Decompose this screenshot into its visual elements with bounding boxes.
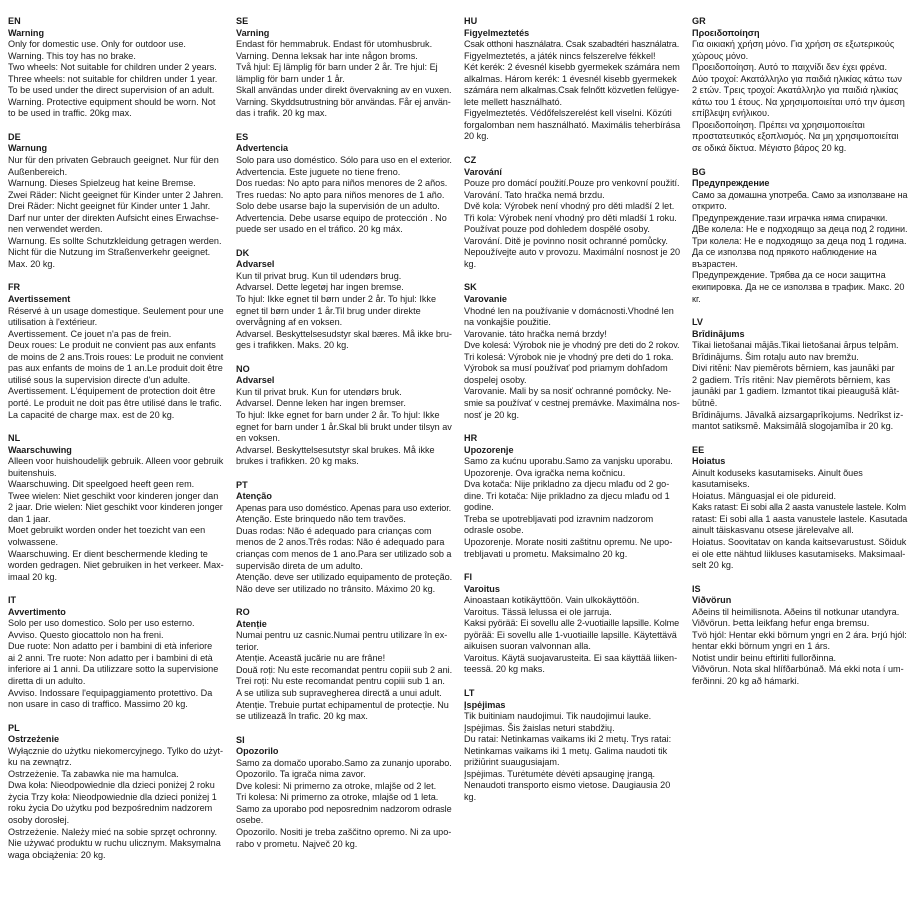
language-code: FI	[464, 572, 473, 583]
language-code: BG	[692, 166, 706, 177]
language-section-pl	[8, 723, 224, 862]
language-section-si	[236, 735, 452, 850]
warning-text-line: kg.	[464, 791, 477, 802]
warning-text-line: To be used under the direct supervision of an adult.	[8, 85, 215, 96]
warning-text-line: χώρους μόνο.	[692, 50, 749, 61]
warning-text-line: Drei Räder: Nicht geeignet für Kinder unter 1 Jahr.	[8, 201, 211, 212]
language-code: DE	[8, 131, 21, 142]
warning-text-line: Duas rodas: Não é adequado para crianças com	[236, 525, 432, 536]
warning-text-line: Waarschuwing. Er dient beschermende kleding te	[8, 548, 208, 559]
language-code: CZ	[464, 155, 477, 166]
warning-text-line: Dwa koła: Nieodpowiednie dla dzieci poniżej 2 roku	[8, 780, 215, 791]
warning-text-line: overvågning af en voksen.	[236, 317, 343, 328]
language-section-es	[236, 132, 452, 236]
warning-text-line: Alleen voor huishoudelijk gebruik. Alleen voor gebruik	[8, 456, 224, 467]
warning-text-line: Moet gebruikt worden onder het toezicht van een	[8, 525, 206, 536]
warning-text-line: Warnung. Es sollte Schutzkleidung getragen werden.	[8, 235, 222, 246]
warning-text-line: Varovanie. táto hračka nemá brzdy!	[464, 328, 607, 339]
warning-heading: Opozorilo	[236, 746, 279, 757]
language-code: LV	[692, 317, 703, 328]
language-code: EE	[692, 444, 705, 455]
warning-text-line: Προειδοποίηση. Πρέπει να χρησιμοποιείται	[692, 119, 865, 130]
warning-text-line: Upozorenje. Ova igračka nema kočnicu.	[464, 467, 626, 478]
warning-text-line: 2 ετών. Τρεις τροχοί: Ακατάλληλο για παιδιά ηλικίας	[692, 85, 899, 96]
warning-text-line: en voksen.	[236, 433, 280, 444]
warning-heading: Upozorenje	[464, 444, 514, 455]
warning-text-line: προστατευτικός εξοπλισμός. Να μη χρησιμοποιείται	[692, 131, 899, 142]
warning-text-line: Viðvörun. Nota skal hlífðarbúnað. Má ekki nota í um-	[692, 664, 904, 675]
warning-text-line: volwassene.	[8, 536, 59, 547]
warning-text-line: terior.	[236, 641, 259, 652]
warning-text-line: To hjul: Ikke egnet til børn under 2 år. To hjul: Ikke	[236, 294, 437, 305]
warning-text-line: Hoiatus. Mänguasjal ei ole pidureid.	[692, 490, 837, 501]
warning-text-line: życia Trzy koła: Nieodpowiednie dla dzieci poniżej 1	[8, 791, 217, 802]
warning-text-line: pyörää: Ei sovellu alle 1-vuotiaille lapsille. Käytettävä	[464, 629, 677, 640]
warning-heading: Hoiatus	[692, 456, 726, 467]
warning-text-line: Pouze pro domácí použití.Pouze pro venkovní použití.	[464, 178, 680, 189]
warning-text-line: Δύο τροχοί: Ακατάλληλο για παιδιά ηλικίας κάτω των	[692, 73, 902, 84]
warning-text-line: forgalomban nem használható. Maximális teherbírása	[464, 119, 681, 130]
warning-heading: Advarsel	[236, 259, 275, 270]
warning-text-line: Varování. Tato hračka nemá brzdu.	[464, 189, 605, 200]
warning-text-line: ges i trafikken. Maks. 20 kg.	[236, 340, 349, 351]
warning-text-line: открито.	[692, 201, 727, 212]
warning-text-line: Avertissement. Ce jouet n'a pas de frein.	[8, 328, 172, 339]
warning-text-line: Само за домашна употреба. Само за използване на	[692, 189, 908, 200]
warning-text-line: Warning. This toy has no brake.	[8, 50, 136, 61]
warning-text-line: smie sa používať v cestnej premávke. Maximálna nos-	[464, 397, 680, 408]
warning-text-line: Dva kotača: Nije prikladno za djecu mlađu od 2 go-	[464, 479, 670, 490]
warning-text-line: das i trafik. 20 kg max.	[236, 108, 327, 119]
warning-text-line: Nenaudoti transporto eismo vietose. Daugiausia 20	[464, 780, 671, 791]
language-section-de	[8, 132, 224, 271]
warning-text-line: Tik buitiniam naudojimui. Tik naudojimui lauke.	[464, 711, 652, 722]
language-section-ro	[236, 607, 452, 722]
language-code: FR	[8, 282, 21, 293]
warning-text-line: aikuisen suoran valvonnan alla.	[464, 641, 591, 652]
warning-text-line: ku na zewnątrz.	[8, 757, 72, 768]
language-code: SE	[236, 16, 249, 26]
language-section-lt	[464, 688, 680, 803]
warning-heading: Advertencia	[236, 143, 289, 154]
warning-text-line: ДВе колела: Не е подходящо за деца под 2 години.	[692, 224, 908, 235]
warning-heading: Varoitus	[464, 583, 500, 594]
warning-text-line: Atenție. Trebuie purtat echipamentul de protecție. Nu	[236, 699, 449, 710]
warning-text-line: Upozorenje. Morate nositi zaštitnu opremu. Ne upo-	[464, 536, 673, 547]
language-section-dk	[236, 248, 452, 352]
warning-text-line: teessä. 20 kg maks.	[464, 664, 545, 675]
warning-heading: Προειδοποίηση	[692, 27, 760, 38]
warning-heading: Varování	[464, 166, 502, 177]
column-2	[236, 16, 452, 862]
warning-text-line: Dos ruedas: No apto para niños menores de 2 años.	[236, 178, 448, 189]
warning-text-line: kg.	[464, 258, 477, 269]
warning-text-line: Két kerék: 2 évesnél kisebb gyermekek számára nem	[464, 62, 680, 73]
warning-text-line: Kun til privat bruk. Kun for utendørs bruk.	[236, 386, 402, 397]
warning-text-line: Aðeins til heimilisnota. Aðeins til notkunar utandyra.	[692, 606, 900, 617]
warning-text-line: Kun til privat brug. Kun til udendørs brug.	[236, 270, 402, 281]
warning-text-line: Trei roți: Nu este recomandat pentru copiii sub 1 an.	[236, 676, 445, 687]
warning-heading: Предупреждение	[692, 178, 770, 189]
warning-text-line: Tri kolesa: Ni primerno za otroke, mlajše od 1 leta.	[236, 792, 439, 803]
warning-text-line: Avviso. Questo giocattolo non ha freni.	[8, 629, 164, 640]
warning-text-line: Csak otthoni használatra. Csak szabadtéri használatra.	[464, 39, 680, 50]
warning-text-line: 20 kg.	[464, 131, 489, 142]
language-section-is	[692, 584, 908, 688]
warning-text-line: dan 1 jaar.	[8, 513, 51, 524]
language-section-cz	[464, 155, 680, 270]
warning-heading: Brīdinājums	[692, 328, 745, 339]
language-code: PL	[8, 722, 20, 733]
warning-text-line: Įspėjimas. Turėtumėte dėvėti apsauginę įrangą.	[464, 768, 656, 779]
warning-text-line: lete mellett használható.	[464, 96, 563, 107]
warning-text-line: Nicht für die Nutzung im Straßenverkehr geeignet.	[8, 247, 211, 258]
warning-text-line: utilisation à l'extérieur.	[8, 317, 98, 328]
language-section-hr	[464, 433, 680, 560]
warning-text-line: Não deve ser utilizado no trânsito. Máximo 20 kg.	[236, 583, 436, 594]
warning-text-line: Treba se upotrebljavati pod izravnim nadzorom	[464, 513, 654, 524]
warning-text-line: Nepoužívejte auto v provozu. Maximální nosnost je 20	[464, 247, 680, 258]
warning-text-line: Tři kola: Výrobek není vhodný pro děti mladší 1 roku.	[464, 212, 677, 223]
warning-text-line: Ostrzeżenie. Należy mieć na sobie sprzęt ochronny.	[8, 826, 218, 837]
warning-text-line: inferiore ai 1 anni. Da utilizzare sotto la supervisione	[8, 664, 219, 675]
warning-text-line: Divi ritēni: Nav piemērots bērniem, kas jaunāki par	[692, 363, 895, 374]
warning-text-line: pas aux enfants de moins de 1 an.Le produit doit être	[8, 363, 223, 374]
language-code: EN	[8, 16, 21, 26]
warning-heading: Warning	[8, 27, 45, 38]
warning-text-line: Three wheels: not suitable for children under 1 year.	[8, 73, 218, 84]
language-section-nl	[8, 433, 224, 583]
warning-text-line: Tres ruedas: No apto para niños menores de 1 año.	[236, 189, 445, 200]
warning-text-line: ratast: Ei sobi alla 1 aasta vanustele lastele. Kasutada	[692, 513, 908, 524]
warning-text-line: Varoitus. Tässä lelussa ei ole jarruja.	[464, 606, 612, 617]
warning-text-line: Numai pentru uz casnic.Numai pentru utilizare în ex-	[236, 630, 448, 641]
warning-text-line: Да се използва под прякото наблюдение на	[692, 247, 877, 258]
warning-text-line: Предупреждение.тази играчка няма спирачки.	[692, 212, 888, 223]
warning-text-line: Twee wielen: Niet geschikt voor kinderen jonger dan	[8, 490, 219, 501]
warning-text-line: възрастен.	[692, 258, 738, 269]
warning-text-line: számára nem alkalmas.Csak felnőtt közvetlen felügye-	[464, 85, 680, 96]
language-section-pt	[236, 480, 452, 595]
language-code: SI	[236, 734, 245, 745]
warning-text-line: būtnē.	[692, 397, 718, 408]
warning-text-line: κάτω του 1 έτους. Να χρησιμοποιείται υπό την άμεση	[692, 96, 905, 107]
warning-text-line: roku życia Do użytku pod bezpośrednim nadzorem	[8, 803, 213, 814]
warning-text-line: 2 jaar. Drie wielen: Niet geschikt voor kinderen jonger	[8, 502, 223, 513]
language-code: HR	[464, 433, 478, 444]
warning-text-line: dospelej osoby.	[464, 374, 527, 385]
warning-text-line: Tvö hjól: Hentar ekki börnum yngri en 2 ára. Þrjú hjól:	[692, 629, 907, 640]
warning-text-line: prižiūrint suaugusiajam.	[464, 757, 560, 768]
warning-text-line: Opozorilo. Ta igrača nima zavor.	[236, 769, 366, 780]
language-code: SK	[464, 282, 477, 293]
warning-text-line: Dve kolesi: Ni primerno za otroke, mlajše od 2 let.	[236, 780, 437, 791]
warning-text-line: Advarsel. Beskyttelsesutstyr skal brukes. Må ikke	[236, 444, 435, 455]
warning-text-line: Du ratai: Netinkamas vaikams iki 2 metų. Trys ratai:	[464, 734, 672, 745]
warning-text-line: Samo za uporabo pod neposrednim nadzorom odrasle	[236, 803, 452, 814]
warning-text-line: Įspėjimas. Šis žaislas neturi stabdžių.	[464, 722, 615, 733]
warning-text-line: 2 gadiem. Trīs ritēni: Nav piemērots bērniem, kas	[692, 374, 891, 385]
warning-text-line: trebljavati u prometu. Maksimalno 20 kg.	[464, 548, 628, 559]
warning-text-line: Brīdinājums. Šim rotaļu auto nav bremžu.	[692, 351, 859, 362]
warning-heading: Viðvörun	[692, 595, 732, 606]
warning-text-line: Réservé à un usage domestique. Seulement pour une	[8, 305, 224, 316]
warning-text-line: Advarsel. Denne leken har ingen bremser.	[236, 398, 406, 409]
language-code: GR	[692, 16, 706, 26]
warning-text-line: Предупреждение. Трябва да се носи защитна	[692, 270, 886, 281]
warning-text-line: ai 2 anni. Tre ruote: Non adatto per i bambini di età	[8, 652, 213, 663]
warning-text-line: Atenção. deve ser utilizado equipamento de proteção.	[236, 572, 453, 583]
warning-text-line: worden gedragen. Niet gebruiken in het verkeer. Max-	[8, 560, 224, 571]
warning-text-line: osebe.	[236, 815, 264, 826]
warning-text-line: Samo za kućnu uporabu.Samo za vanjsku uporabu.	[464, 456, 673, 467]
warning-text-line: dine. Tri kotača: Nije prikladno za djecu mlađu od 1	[464, 490, 670, 501]
warning-text-line: Solo per uso domestico. Solo per uso esterno.	[8, 618, 195, 629]
warning-text-line: mantot satiksmē. Maksimālā slogojamība ir 20 kg.	[692, 421, 894, 432]
warning-text-line: Advertencia. Debe usarse equipo de protección . No	[236, 212, 447, 223]
language-section-gr	[692, 16, 908, 155]
warning-text-line: Figyelmeztetés, a játék nincs felszerelve fékkel!	[464, 50, 656, 61]
warning-heading: Ostrzeżenie	[8, 734, 60, 745]
warning-text-line: Zwei Räder: Nicht geeignet für Kinder unter 2 Jahren.	[8, 189, 224, 200]
warning-text-line: jaunāki par 1 gadiem. Izmantot tikai pieaugušā klāt-	[692, 386, 900, 397]
warning-heading: Figyelmeztetés	[464, 27, 530, 38]
warning-text-line: Max. 20 kg.	[8, 258, 56, 269]
warning-text-line: Varning. Skyddsutrustning bör användas. Får ej använ-	[236, 96, 451, 107]
warning-text-line: Avertissement. L'équipement de protection doit être	[8, 386, 216, 397]
warning-text-line: osoby dorosłej.	[8, 815, 70, 825]
warning-text-line: Vhodné len na používanie v domácnosti.Vhodné len	[464, 305, 674, 316]
language-code: DK	[236, 247, 250, 258]
warning-text-line: Opozorilo. Nositi je treba zaščitno opremo. Ni za upo-	[236, 827, 452, 837]
warning-text-line: Ainoastaan kotikäyttöön. Vain ulkokäyttöön.	[464, 595, 640, 606]
warning-text-line: ei ole ette nähtud liikluses kasutamiseks. Maksimaal-	[692, 548, 906, 559]
warning-text-line: Kaksi pyörää: Ei sovellu alle 2-vuotiaille lapsille. Kolme	[464, 618, 680, 629]
language-section-se	[236, 16, 452, 120]
warning-text-line: utilisé sous la supervision directe d'un adulte.	[8, 374, 191, 385]
warning-text-line: selt 20 kg.	[692, 560, 734, 571]
warning-text-line: imaal 20 kg.	[8, 571, 58, 582]
warning-text-line: alkalmas. Három kerék: 1 évesnél kisebb gyermekek	[464, 73, 677, 84]
warning-text-line: de moins de 2 ans.Trois roues: Le produit ne convient	[8, 351, 224, 362]
warning-text-line: lämplig för barn under 1 år.	[236, 73, 345, 84]
column-3	[464, 16, 680, 815]
language-section-no	[236, 364, 452, 468]
language-section-hu	[464, 16, 680, 143]
column-4	[692, 16, 908, 700]
warning-heading: Atenție	[236, 618, 267, 629]
warning-text-line: Due ruote: Non adatto per i bambini di età inferiore	[8, 641, 213, 652]
warning-text-line: menos de 2 anos.Três rodas: Não é adequado para	[236, 537, 445, 548]
warning-text-line: Warning. Protective equipment should be worn. Not	[8, 96, 216, 107]
warning-text-line: Apenas para uso doméstico. Apenas para uso exterior.	[236, 502, 452, 513]
warning-text-line: Ainult koduseks kasutamiseks. Ainult õues	[692, 467, 863, 478]
warning-text-line: Darf nur unter der direkten Aufsicht eines Erwachse-	[8, 212, 219, 223]
warning-text-line: Výrobok sa musí používať pod priamym dohľadom	[464, 363, 668, 374]
warning-text-line: Netinkamas vaikams iki 1 metų. Galima naudoti tik	[464, 745, 668, 756]
warning-text-line: Atenção. Este brinquedo não tem travões.	[236, 514, 406, 525]
language-section-bg	[692, 167, 908, 306]
warning-text-line: Två hjul: Ej lämplig för barn under 2 år. Tre hjul: Ej	[236, 62, 438, 73]
warning-text-line: puede ser usado en el tráfico. 20 kg máx.	[236, 224, 403, 235]
warning-text-line: Kaks ratast: Ei sobi alla 2 aasta vanustele lastele. Kolm	[692, 502, 906, 513]
warning-text-line: Три колела: Не е подходящо за деца под 1 година.	[692, 235, 907, 246]
warning-text-line: Nur für den privaten Gebrauch geeignet. Nur für den	[8, 155, 219, 166]
warning-text-line: Advarsel. Dette legetøj har ingen bremse.	[236, 282, 404, 293]
column-1	[8, 16, 224, 873]
warning-text-line: Για οικιακή χρήση μόνο. Για χρήση σε εξωτερικούς	[692, 39, 895, 50]
warning-heading: Įspėjimas	[464, 699, 506, 710]
warning-text-line: Atenție. Această jucărie nu are frâne!	[236, 653, 386, 664]
language-section-it	[8, 595, 224, 710]
warning-text-line: diretta di un adulto.	[8, 675, 86, 686]
warning-text-line: hentar ekki börnum yngri en 1 árs.	[692, 641, 830, 652]
warning-text-line: σε οδικά δίκτυα. Μέγιστο βάρος 20 kg.	[692, 143, 847, 154]
warning-text-line: Samo za domačo uporabo.Samo za zunanjo uporabo.	[236, 757, 452, 768]
warning-text-line: επίβλεψη ενήλικου.	[692, 108, 770, 119]
warning-text-line: Wyłącznie do użytku niekomercyjnego. Tylko do użyt-	[8, 745, 224, 756]
language-code: NO	[236, 363, 250, 374]
warning-text-line: Varovanie. Mali by sa nosiť ochranné pomôcky. Ne-	[464, 386, 672, 397]
warning-heading: Warnung	[8, 143, 48, 154]
language-section-sk	[464, 282, 680, 421]
warning-text-line: Varování. Ditě je povinno nosit ochranné pomůcky.	[464, 235, 668, 246]
warning-text-line: waga obciążenia: 20 kg.	[8, 849, 106, 860]
warning-heading: Avertissement	[8, 294, 71, 305]
language-code: ES	[236, 131, 249, 142]
warning-text-line: кг.	[692, 293, 701, 304]
warning-text-line: Waarschuwing. Dit speelgoed heeft geen rem.	[8, 479, 195, 490]
warning-text-line: non usare in caso di traffico. Massimo 20 kg.	[8, 699, 188, 710]
warning-text-line: Ostrzeżenie. Ta zabawka nie ma hamulca.	[8, 768, 179, 779]
warning-text-line: Advertencia. Este juguete no tiene freno.	[236, 166, 401, 177]
warning-heading: Avvertimento	[8, 606, 66, 617]
language-code: IS	[692, 583, 701, 594]
warning-text-line: crianças com menos de 1 ano.Para ser utilizado sob a	[236, 548, 452, 559]
warning-text-line: Solo para uso doméstico. Sólo para uso en el exterior.	[236, 155, 452, 166]
warning-text-line: La capacité de charge max. est de 20 kg.	[8, 409, 175, 420]
warning-heading: Varning	[236, 27, 270, 38]
warning-text-line: egnet for barn under 1 år.Skal bli brukt under tilsyn av	[236, 421, 452, 432]
warning-text-line: Dvě kola: Výrobek není vhodný pro děti mladší 2 let.	[464, 201, 675, 212]
language-code: HU	[464, 16, 478, 26]
warning-text-line: Nie używać produktu w ruchu ulicznym. Maksymalna	[8, 838, 221, 849]
warning-text-line: supervisão direta de um adulto.	[236, 560, 363, 571]
warning-text-line: na vonkajšie použitie.	[464, 317, 551, 328]
warning-text-line: buitenshuis.	[8, 467, 57, 478]
warning-heading: Waarschuwing	[8, 444, 72, 455]
warning-text-line: Varoitus. Käytä suojavarusteita. Ei saa käyttää liiken-	[464, 652, 678, 663]
warning-text-line: Hoiatus. Soovitatav on kanda kaitsevarustust. Sõiduk	[692, 536, 907, 547]
warning-text-line: porté. Le produit ne doit pas être utilisé dans le trafic.	[8, 397, 222, 408]
warning-text-line: Tikai lietošanai mājās.Tikai lietošanai ārpus telpām.	[692, 340, 899, 351]
warning-text-line: rabo v prometu. Največ 20 kg.	[236, 838, 358, 849]
language-section-fr	[8, 282, 224, 421]
warning-heading: Varovanie	[464, 294, 507, 305]
language-code: NL	[8, 433, 21, 444]
warning-text-line: Two wheels: Not suitable for children under 2 years.	[8, 62, 217, 73]
warning-text-line: A se utiliza sub supravegherea directă a unui adult.	[236, 687, 442, 698]
language-code: IT	[8, 595, 17, 606]
language-section-fi	[464, 572, 680, 676]
language-section-en	[8, 16, 224, 120]
language-section-ee	[692, 445, 908, 572]
warning-text-line: Tri kolesá: Výrobok nie je vhodný pre deti do 1 roka.	[464, 351, 674, 362]
warning-text-line: odrasle osobe.	[464, 525, 524, 536]
warning-text-line: Außenbereich.	[8, 166, 68, 177]
warning-text-line: nosť je 20 kg.	[464, 409, 519, 420]
warning-heading: Advarsel	[236, 375, 275, 386]
warning-text-line: ferðinni. 20 kg að hámarki.	[692, 675, 800, 686]
language-code: RO	[236, 607, 250, 618]
warning-text-line: egnet til børn under 1 år.Til brug under direkte	[236, 305, 421, 316]
warning-heading: Atenção	[236, 491, 272, 502]
warning-text-line: Endast för hemmabruk. Endast för utomhusbruk.	[236, 39, 433, 50]
warning-text-line: To hjul: Ikke egnet for barn under 2 år. To hjul: Ikke	[236, 409, 440, 420]
warning-text-line: Advarsel. Beskyttelsesudstyr skal bæres. Må ikke bru-	[236, 328, 452, 339]
warning-text-line: Dve kolesá: Výrobok nie je vhodný pre deti do 2 rokov.	[464, 340, 680, 351]
warning-text-line: Figyelmeztetés. Védőfelszerelést kell viselni. Közúti	[464, 108, 672, 119]
warning-text-line: Προειδοποίηση. Αυτό το παιχνίδι δεν έχει φρένα.	[692, 62, 888, 73]
warning-text-line: Viðvörun. Þetta leikfang hefur enga bremsu.	[692, 618, 870, 629]
language-code: LT	[464, 687, 475, 698]
warning-text-line: Solo debe usarse bajo la supervisión de un adulto.	[236, 201, 440, 212]
warning-text-line: Avviso. Indossare l'equipaggiamento protettivo. Da	[8, 687, 213, 698]
warning-text-line: Používat pouze pod dohledem dospělé osoby.	[464, 224, 650, 235]
warning-text-line: Skall användas under direkt övervakning av en vuxen.	[236, 85, 452, 96]
warning-text-line: godine.	[464, 502, 494, 513]
warning-text-line: se utilizează în trafic. 20 kg max.	[236, 711, 368, 722]
warning-text-line: nen verwendet werden.	[8, 224, 103, 235]
language-section-lv	[692, 317, 908, 432]
warning-text-line: екипировка. Да не се използва в трафик. Макс. 20	[692, 282, 905, 293]
warning-text-line: to be used in traffic. 20kg max.	[8, 108, 132, 119]
warning-text-line: Varning. Denna leksak har inte någon broms.	[236, 50, 418, 61]
warning-text-line: Notist undir beinu eftirliti fullorðinna.	[692, 652, 837, 663]
warning-text-line: Brīdinājums. Jāvalkā aizsargaprīkojums. Nedrīkst iz-	[692, 409, 904, 420]
warning-text-line: ainult täiskasvanu otsese järelevalve all.	[692, 525, 854, 536]
warning-text-line: Deux roues: Le produit ne convient pas aux enfants	[8, 340, 216, 351]
warning-text-line: Două roți: Nu este recomandat pentru copiii sub 2 ani.	[236, 664, 453, 675]
warning-text-line: kasutamiseks.	[692, 479, 750, 490]
warning-text-line: Only for domestic use. Only for outdoor use.	[8, 39, 186, 50]
warning-text-line: Warnung. Dieses Spielzeug hat keine Bremse.	[8, 178, 196, 189]
language-code: PT	[236, 479, 248, 490]
warning-text-line: brukes i trafikken. 20 kg maks.	[236, 456, 359, 467]
